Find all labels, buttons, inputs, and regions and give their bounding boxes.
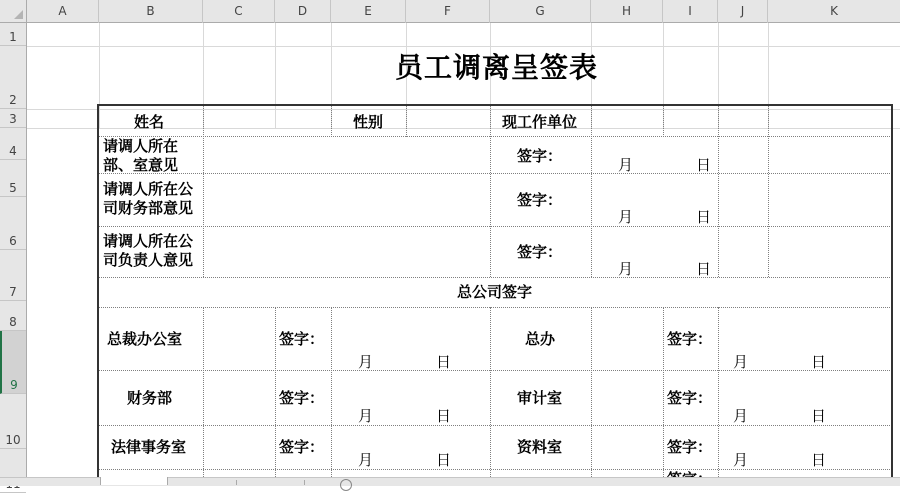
select-all-corner[interactable] bbox=[0, 0, 27, 23]
table-row-divider bbox=[99, 277, 892, 278]
hq-sign-header[interactable]: 总公司签字 bbox=[457, 283, 533, 301]
dept-sign-label[interactable]: 签字： bbox=[517, 147, 563, 165]
table-right-border bbox=[891, 104, 893, 485]
table-col-divider bbox=[406, 105, 407, 137]
sheet-tab-separator bbox=[236, 480, 237, 485]
row-header-1[interactable]: 1 bbox=[0, 23, 26, 46]
finance-month-label[interactable]: 月 bbox=[618, 208, 634, 226]
row-header-11[interactable] bbox=[0, 449, 26, 493]
table-col-divider bbox=[718, 105, 719, 277]
select-all-triangle-icon bbox=[14, 10, 23, 19]
table-col-divider bbox=[591, 307, 592, 485]
president-office-month[interactable]: 月 bbox=[358, 353, 374, 371]
legal-office-label[interactable]: 法律事务室 bbox=[111, 438, 187, 456]
row-header-6[interactable]: 6 bbox=[0, 197, 26, 250]
finance-dept-sign[interactable]: 签字： bbox=[279, 389, 325, 407]
column-header-a[interactable]: A bbox=[27, 0, 99, 23]
manager-sign-label[interactable]: 签字： bbox=[517, 243, 563, 261]
gridline bbox=[27, 109, 900, 110]
archive-room-day[interactable]: 日 bbox=[811, 451, 827, 469]
finance-dept-label[interactable]: 财务部 bbox=[127, 389, 173, 407]
audit-office-month[interactable]: 月 bbox=[733, 407, 749, 425]
row-header-9[interactable]: 9 bbox=[0, 331, 26, 394]
legal-office-sign[interactable]: 签字： bbox=[279, 438, 325, 456]
row-header-3[interactable]: 3 bbox=[0, 109, 26, 128]
archive-room-label[interactable]: 资料室 bbox=[517, 438, 563, 456]
table-col-divider bbox=[591, 105, 592, 277]
general-office-month[interactable]: 月 bbox=[733, 353, 749, 371]
audit-office-label[interactable]: 审计室 bbox=[517, 389, 563, 407]
legal-office-day[interactable]: 日 bbox=[436, 451, 452, 469]
column-header-g[interactable]: G bbox=[490, 0, 591, 23]
table-col-divider bbox=[203, 307, 204, 485]
table-row-divider bbox=[99, 469, 892, 470]
table-col-divider bbox=[663, 307, 664, 485]
table-row-divider bbox=[99, 173, 892, 174]
row-header-2[interactable]: 2 bbox=[0, 46, 26, 109]
column-header-f[interactable]: F bbox=[406, 0, 490, 23]
president-office-sign[interactable]: 签字： bbox=[279, 330, 325, 348]
table-col-divider bbox=[663, 105, 664, 137]
column-header-bar bbox=[27, 0, 900, 23]
manager-month-label[interactable]: 月 bbox=[618, 260, 634, 278]
name-label[interactable]: 姓名 bbox=[134, 113, 165, 131]
table-row-divider bbox=[99, 136, 892, 137]
row-header-10[interactable]: 10 bbox=[0, 394, 26, 449]
general-office-sign[interactable]: 签字： bbox=[667, 330, 713, 348]
gridline bbox=[275, 23, 276, 128]
column-header-j[interactable]: J bbox=[718, 0, 768, 23]
finance-dept-day[interactable]: 日 bbox=[436, 407, 452, 425]
gender-label[interactable]: 性别 bbox=[353, 113, 384, 131]
finance-opinion-label[interactable]: 请调人所在公司财务部意见 bbox=[103, 180, 194, 217]
table-col-divider bbox=[331, 307, 332, 485]
row-header-7[interactable]: 7 bbox=[0, 250, 26, 301]
archive-room-month[interactable]: 月 bbox=[733, 451, 749, 469]
finance-dept-month[interactable]: 月 bbox=[358, 407, 374, 425]
table-col-divider bbox=[275, 307, 276, 485]
column-header-i[interactable]: I bbox=[663, 0, 718, 23]
table-row-divider bbox=[99, 226, 892, 227]
row-header-bar bbox=[0, 23, 27, 477]
table-row-divider bbox=[99, 425, 892, 426]
row-header-4[interactable]: 4 bbox=[0, 128, 26, 160]
table-col-divider bbox=[490, 307, 491, 485]
dept-month-label[interactable]: 月 bbox=[618, 156, 634, 174]
general-office-day[interactable]: 日 bbox=[811, 353, 827, 371]
finance-day-label[interactable]: 日 bbox=[696, 208, 712, 226]
audit-office-day[interactable]: 日 bbox=[811, 407, 827, 425]
general-office-label[interactable]: 总办 bbox=[525, 330, 556, 348]
row-header-5[interactable]: 5 bbox=[0, 160, 26, 197]
add-sheet-icon[interactable] bbox=[340, 479, 352, 491]
president-office-day[interactable]: 日 bbox=[436, 353, 452, 371]
manager-day-label[interactable]: 日 bbox=[696, 260, 712, 278]
table-col-divider bbox=[718, 307, 719, 485]
dept-day-label[interactable]: 日 bbox=[696, 156, 712, 174]
table-col-divider bbox=[768, 105, 769, 277]
column-header-c[interactable]: C bbox=[203, 0, 275, 23]
page-title[interactable]: 员工调离呈签表 bbox=[395, 51, 599, 84]
legal-office-month[interactable]: 月 bbox=[358, 451, 374, 469]
table-row-divider bbox=[99, 307, 892, 308]
dept-opinion-label[interactable]: 请调人所在部、室意见 bbox=[103, 137, 179, 174]
president-office-label[interactable]: 总裁办公室 bbox=[107, 330, 183, 348]
archive-room-sign[interactable]: 签字： bbox=[667, 438, 713, 456]
table-top-border bbox=[98, 104, 893, 106]
current-unit-label[interactable]: 现工作单位 bbox=[502, 113, 578, 131]
column-header-b[interactable]: B bbox=[99, 0, 203, 23]
column-header-d[interactable]: D bbox=[275, 0, 331, 23]
finance-sign-label[interactable]: 签字： bbox=[517, 191, 563, 209]
table-row-divider bbox=[99, 370, 892, 371]
table-col-divider bbox=[203, 105, 204, 277]
gridline bbox=[99, 23, 100, 128]
column-header-e[interactable]: E bbox=[331, 0, 406, 23]
column-header-k[interactable]: K bbox=[830, 4, 838, 18]
row-header-8[interactable]: 8 bbox=[0, 301, 26, 331]
table-col-divider bbox=[331, 105, 332, 137]
manager-opinion-label[interactable]: 请调人所在公司负责人意见 bbox=[103, 232, 194, 269]
table-col-divider bbox=[490, 105, 491, 277]
table-left-border bbox=[97, 104, 99, 485]
column-header-h[interactable]: H bbox=[591, 0, 663, 23]
sheet-tab-active[interactable] bbox=[100, 477, 168, 485]
sheet-tab-separator bbox=[304, 480, 305, 485]
audit-office-sign[interactable]: 签字： bbox=[667, 389, 713, 407]
